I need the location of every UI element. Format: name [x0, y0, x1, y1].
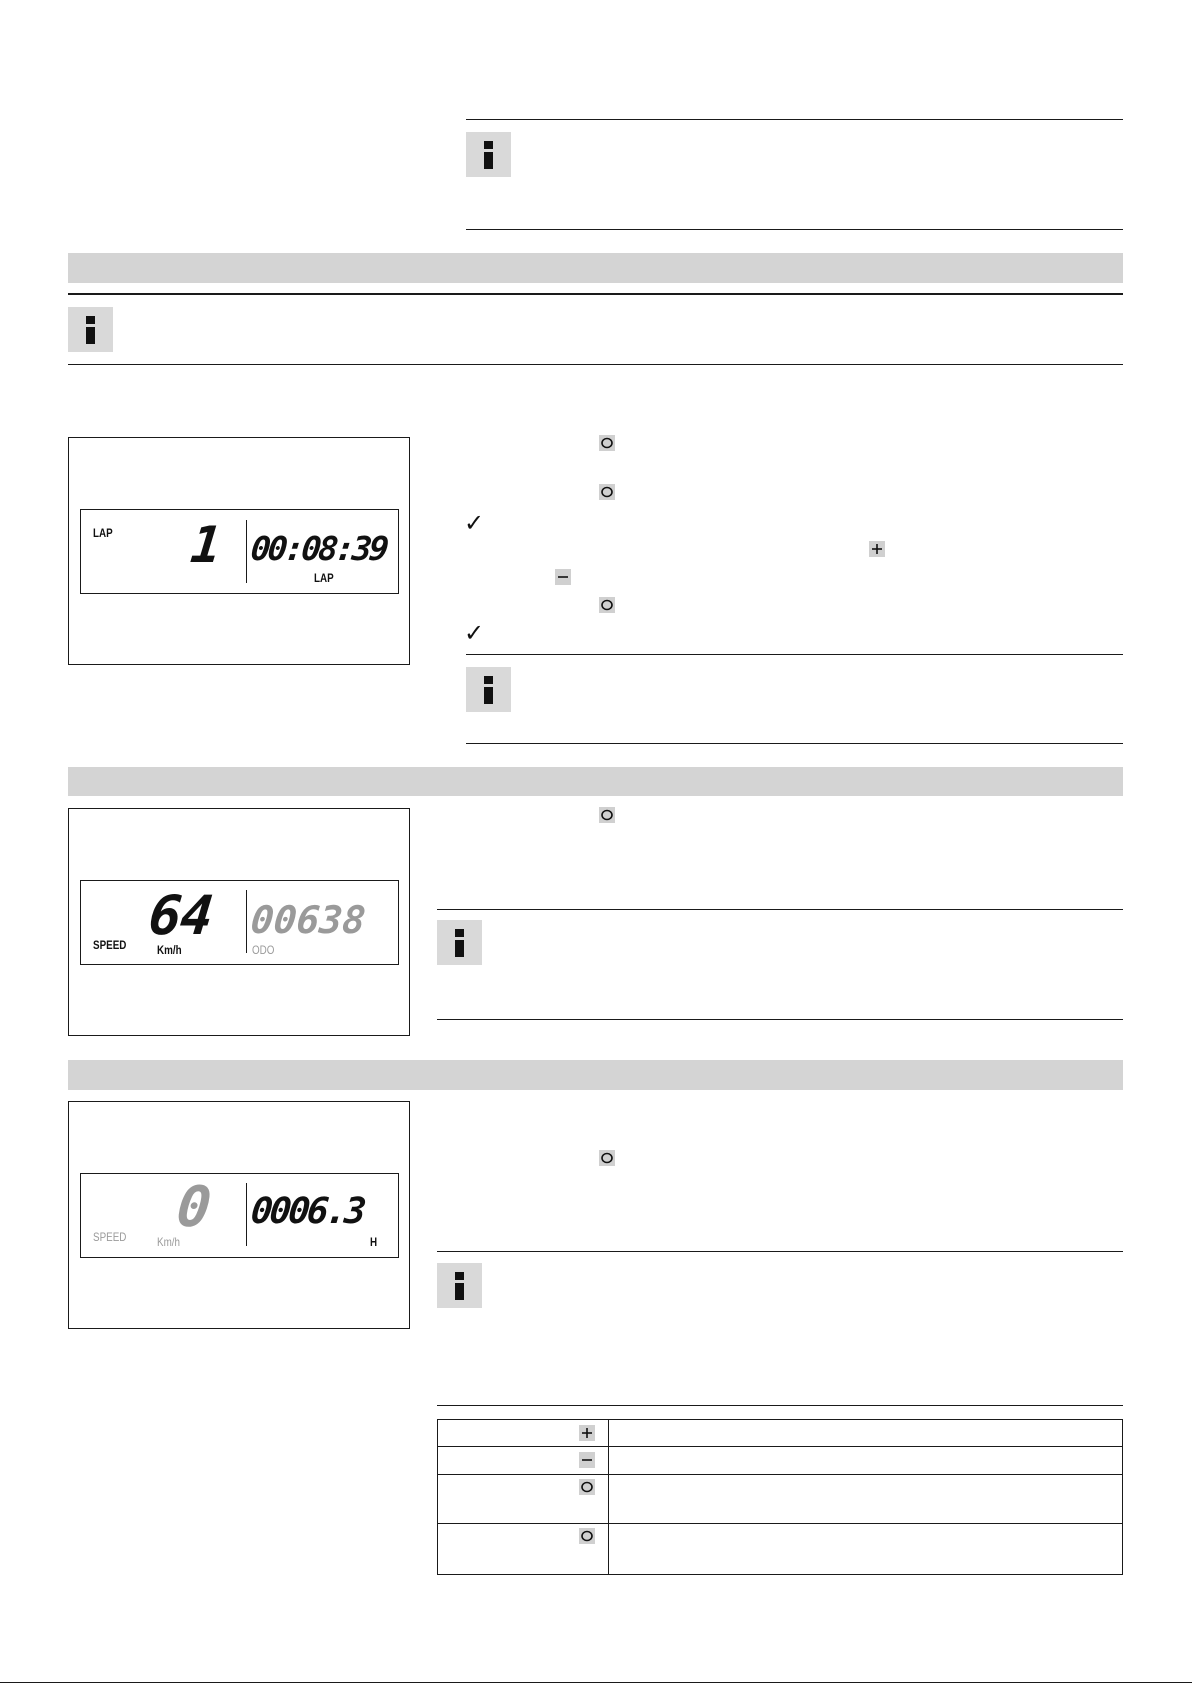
- table-row: [438, 1524, 1123, 1575]
- circle-button-icon: [599, 1150, 615, 1166]
- section-band: [68, 767, 1123, 796]
- speed-label: SPEED: [93, 938, 127, 952]
- section-band: [68, 1060, 1123, 1090]
- table-desc-cell: [609, 1524, 1123, 1575]
- speed-unit: Km/h: [157, 1235, 180, 1249]
- table-key-cell: [438, 1475, 609, 1524]
- minus-button-icon: [555, 569, 571, 585]
- circle-button-icon: [579, 1528, 595, 1544]
- info-icon: [68, 307, 113, 352]
- section-rule: [68, 293, 1123, 295]
- circle-button-icon: [599, 435, 615, 451]
- lcd-divider: [246, 520, 247, 583]
- table-row: [438, 1475, 1123, 1524]
- table-key-cell: [438, 1447, 609, 1475]
- note-rule: [437, 1405, 1123, 1406]
- lcd-divider: [246, 890, 247, 953]
- odo-value: 00638: [248, 898, 368, 942]
- speed-value: 64: [145, 884, 216, 947]
- page-footer-rule: [0, 1682, 1192, 1683]
- section-rule: [68, 364, 1123, 365]
- info-icon: [466, 667, 511, 712]
- circle-button-icon: [599, 597, 615, 613]
- circle-button-icon: [599, 484, 615, 500]
- top-note-rule: [466, 229, 1123, 230]
- speed-value: 0: [173, 1175, 214, 1240]
- lap-time-label: LAP: [314, 571, 334, 585]
- checkmark-icon: ✓: [464, 619, 485, 647]
- checkmark-icon: ✓: [464, 509, 485, 537]
- circle-button-icon: [579, 1479, 595, 1495]
- speed-unit: Km/h: [157, 943, 182, 957]
- lap-label: LAP: [93, 526, 113, 540]
- note-rule: [437, 1019, 1123, 1020]
- lcd-display: [80, 509, 399, 594]
- info-icon: [466, 132, 511, 177]
- table-key-cell: [438, 1524, 609, 1575]
- hours-label: H: [370, 1235, 378, 1249]
- info-icon: [437, 920, 482, 965]
- odo-label: ODO: [252, 943, 275, 957]
- speed-label: SPEED: [93, 1230, 127, 1244]
- lap-time: 00:08:39: [248, 529, 389, 568]
- note-rule: [466, 654, 1123, 655]
- table-row: [438, 1420, 1123, 1447]
- section-band: [68, 253, 1123, 283]
- ride-time-value: 0006.3: [248, 1191, 366, 1232]
- lcd-divider: [246, 1183, 247, 1246]
- lcd-display: [80, 880, 399, 965]
- plus-button-icon: [579, 1425, 595, 1441]
- info-icon: [437, 1263, 482, 1308]
- table-desc-cell: [609, 1447, 1123, 1475]
- circle-button-icon: [599, 807, 615, 823]
- lcd-display: [80, 1173, 399, 1258]
- button-function-table: [437, 1419, 1123, 1575]
- table-row: [438, 1447, 1123, 1475]
- note-rule: [437, 909, 1123, 910]
- table-desc-cell: [609, 1475, 1123, 1524]
- top-note-rule: [466, 119, 1123, 120]
- minus-button-icon: [579, 1452, 595, 1468]
- lap-number: 1: [187, 516, 224, 574]
- note-rule: [437, 1251, 1123, 1252]
- table-desc-cell: [609, 1420, 1123, 1447]
- table-key-cell: [438, 1420, 609, 1447]
- note-rule: [466, 743, 1123, 744]
- plus-button-icon: [869, 541, 885, 557]
